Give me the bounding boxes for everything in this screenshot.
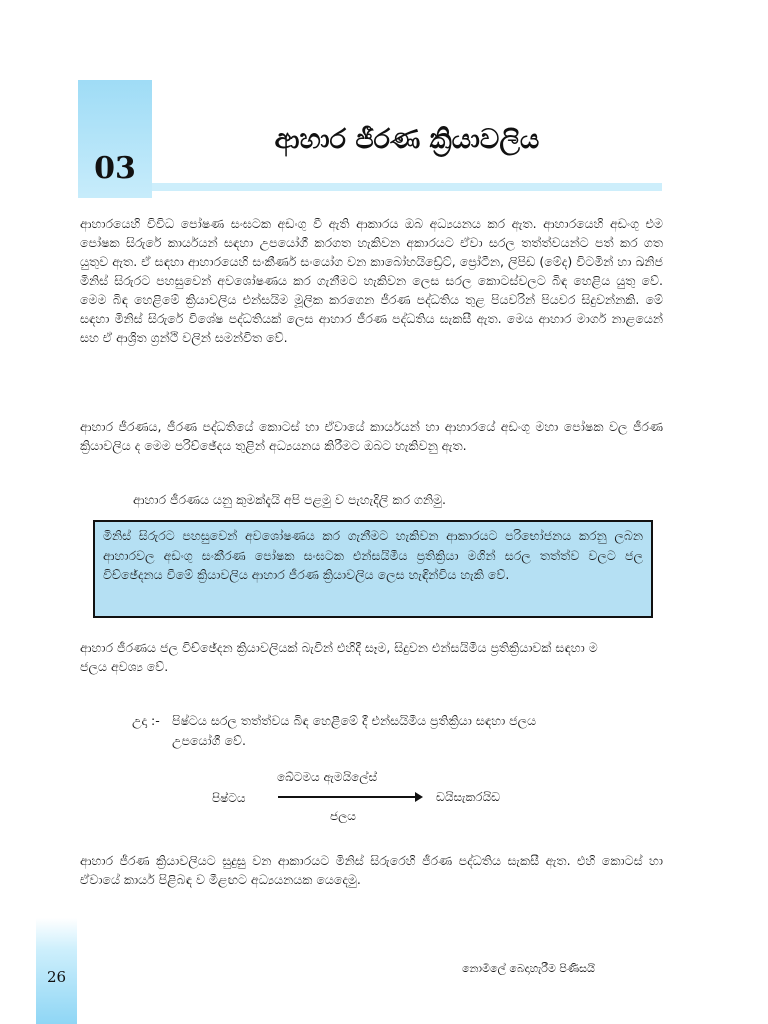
title-underline bbox=[152, 183, 662, 191]
chapter-number-tab bbox=[78, 80, 152, 198]
enzyme-label: ඛේටමය ඇමයිලේස් bbox=[277, 770, 378, 784]
chapter-number: 03 bbox=[94, 151, 136, 186]
scope-paragraph: ආහාර ජීරණය, ජීරණ පද්ධතියේ කොටස් හා ඒවායේ කාර්යයන් හා ආහාරයේ අඩංගු මහා පෝෂක වල ජීරණ ක්‍රියාවලිය ද මෙම පරිච්ඡේදය තුළින් අධ්‍යයනය කිරීමට ඔබට හැකිවනු ඇත. bbox=[80, 419, 663, 453]
closing-paragraph: ආහාර ජීරණ ක්‍රියාවලියට සුදුසු වන ආකාරයට මිනිස් සිරුරෙහි ජීරණ පද්ධතිය සැකසී ඇත. එහි කොටස් හා ඒවායේ කාර්ය පිළිබඳ ව මීළඟට අධ්‍යයනයක යෙදෙමු. bbox=[80, 853, 663, 887]
reaction-arrow-icon bbox=[278, 796, 421, 798]
condition-label: ජලය bbox=[330, 809, 356, 823]
product-label: ඩයිසැකරයිඩ bbox=[436, 790, 501, 804]
definition-box: මිනිස් සිරුරට පහසුවෙන් අවශෝෂණය කර ගැනීමට හැකිවන ආකාරයට පරිභෝජනය කරනු ලබන ආහාරවල අඩංගු සංකීරණ පෝෂක සංඝටක එන්සයිමීය ප්‍රතික්‍රියා මගින් සරල තත්ත්ව වලට ජල විච්ඡේදනය වීමේ ක්‍රියාවලිය ආහාර ජීරණ ක්‍රියාවලිය ලෙස හැඳින්විය හැකි වේ. bbox=[93, 520, 653, 618]
example-block bbox=[132, 711, 662, 751]
hydrolysis-line-1: ආහාර ජීරණය ජල විච්ඡේදන ක්‍රියාවලියක් බැවින් එහිදී සෑම, සිදුවන එන්සයිමීය ප්‍රතික්‍රියාවක් සඳහා ම bbox=[80, 640, 598, 655]
question-paragraph: ආහාර ජීරණය යනු කුමක්දැයි අපි පළමු ව පැහැදිලි කර ගනිමු. bbox=[133, 492, 447, 507]
reactant-label: පිෂ්ටය bbox=[212, 791, 246, 805]
example-line-2: උපයෝගී වේ. bbox=[172, 733, 246, 748]
example-line-1: පිෂ්ටය සරල තත්ත්වය බිඳ හෙළීමේ දී එන්සයිමීය ප්‍රතික්‍රියා සඳහා ජලය bbox=[172, 713, 537, 728]
intro-paragraph: ආහාරයෙහි විවිධ පෝෂණ සංඝටක අඩංගු වී ඇති ආකාරය ඔබ අධ්‍යයනය කර ඇත. ආහාරයෙහි අඩංගු එම පෝෂක සිරුරේ කාර්යයන් සඳහා උපයෝගී කරගත හැකිවන අකාරයට ඒවා සරල තත්ත්වයන්ට පත් කර ගත යුතුව ඇත. ඒ සඳහා ආහාරයෙහි සංකීර්ණ සංයෝග වන කාබෝහයිඩ්‍රේට්, ප්‍රෝටීන, ලිපිඩ (මේද) විටමින් හා ඛනිජ මිනිස් සිරුරට පහසුවෙන් අවශෝෂණය කර ගැනීමට හැකිවන ලෙස සරල කොටස්වලට බිඳ හෙළිය යුතු වේ. මෙම බිඳ හෙළිමේ ක්‍රියාවලිය එන්සයිම මූලික කරගෙන ජීරණ පද්ධතිය තුළ පියවරින් පියවර සිදුවන්නකි. මේ සඳහා මිනිස් සිරුරේ විශේෂ පද්ධතියක් ලෙස ආහාර ජීරණ පද්ධතිය සැකසී ඇත. මෙය ආහාර මාර්ග නාළයෙන් සහ ඒ ආශ්‍රිත ග්‍රන්ථි වලින් සමන්විත වේ. bbox=[80, 216, 663, 345]
reaction-equation bbox=[180, 766, 560, 826]
footer-note: නොමිලේ බෙදාහැරීම පිණිසයි bbox=[462, 962, 595, 975]
chapter-title: ආහාර ජීරණ ක්‍රියාවලිය bbox=[274, 124, 540, 155]
page-number: 26 bbox=[46, 968, 67, 986]
hydrolysis-paragraph bbox=[80, 638, 663, 676]
hydrolysis-line-2: ජලය අවශ්‍ය වේ. bbox=[80, 659, 169, 674]
example-label: උදා :- bbox=[132, 713, 160, 728]
